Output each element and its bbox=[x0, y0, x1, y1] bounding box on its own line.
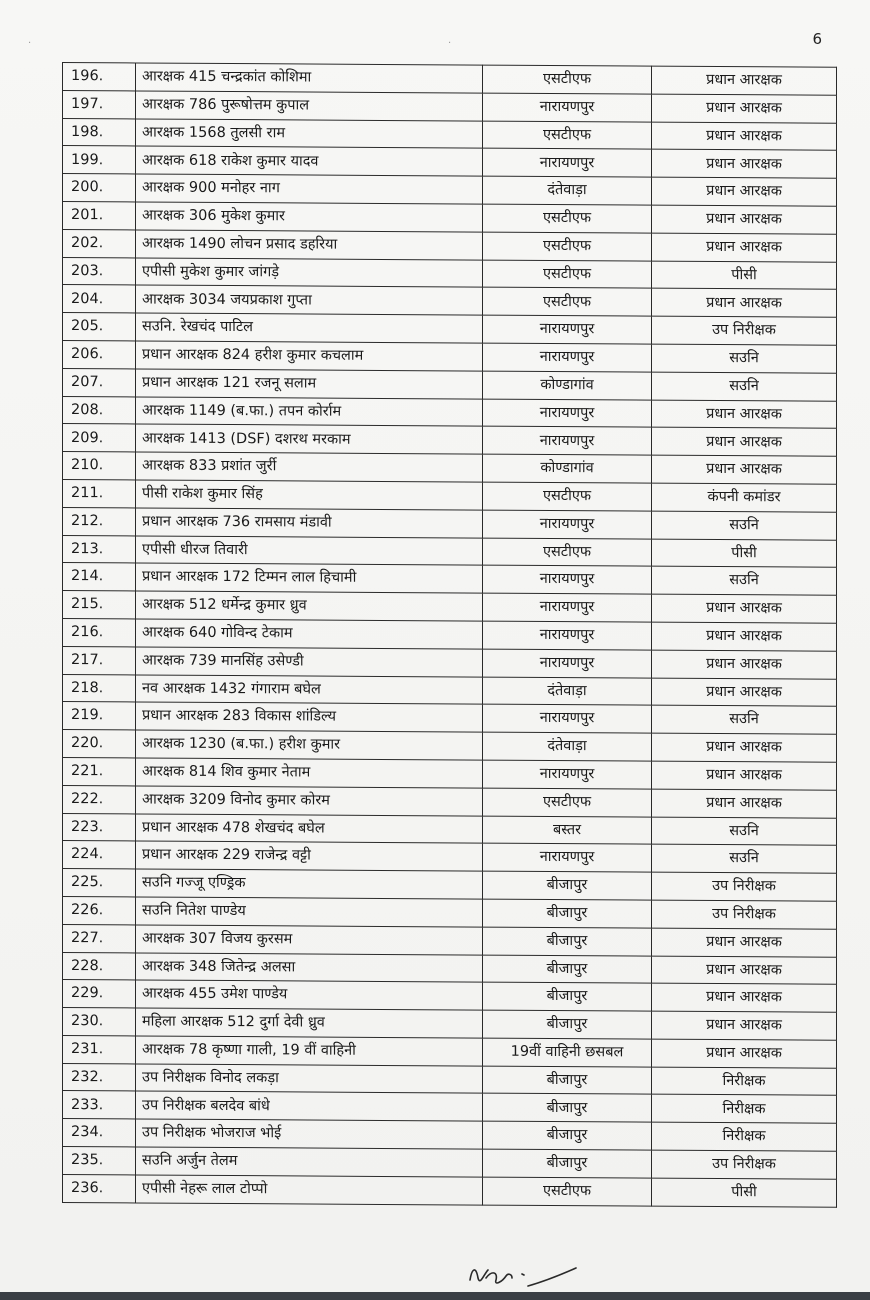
name-cell: आरक्षक 640 गोविन्द टेकाम bbox=[136, 619, 483, 649]
name-cell: आरक्षक 739 मानसिंह उसेण्डी bbox=[136, 647, 483, 677]
unit-cell: एसटीएफ bbox=[483, 287, 652, 316]
serial-number-cell: 201. bbox=[63, 201, 136, 229]
unit-cell: बीजापुर bbox=[483, 871, 652, 900]
serial-number-cell: 227. bbox=[63, 924, 136, 952]
unit-cell: बीजापुर bbox=[483, 1066, 652, 1095]
rank-cell: सउनि bbox=[652, 844, 837, 873]
name-cell: सउनि अर्जुन तेलम bbox=[136, 1147, 483, 1177]
unit-cell: बीजापुर bbox=[483, 1010, 652, 1039]
unit-cell: एसटीएफ bbox=[483, 482, 652, 511]
name-cell: आरक्षक 455 उमेश पाण्डेय bbox=[136, 980, 483, 1010]
unit-cell: एसटीएफ bbox=[483, 260, 652, 289]
unit-cell: कोण्डागांव bbox=[483, 371, 652, 400]
unit-cell: नारायणपुर bbox=[483, 510, 652, 539]
name-cell: प्रधान आरक्षक 478 शेखचंद बघेल bbox=[136, 813, 483, 843]
rank-cell: उप निरीक्षक bbox=[652, 316, 837, 345]
serial-number-cell: 218. bbox=[63, 674, 136, 702]
unit-cell: एसटीएफ bbox=[483, 788, 652, 817]
serial-number-cell: 202. bbox=[63, 229, 136, 257]
rank-cell: सउनि bbox=[652, 372, 837, 401]
unit-cell: बीजापुर bbox=[483, 955, 652, 984]
unit-cell: एसटीएफ bbox=[483, 1177, 652, 1206]
serial-number-cell: 216. bbox=[63, 618, 136, 646]
rank-cell: प्रधान आरक्षक bbox=[652, 650, 837, 679]
serial-number-cell: 219. bbox=[63, 702, 136, 730]
name-cell: प्रधान आरक्षक 172 टिम्मन लाल हिचामी bbox=[136, 563, 483, 593]
unit-cell: नारायणपुर bbox=[483, 399, 652, 428]
name-cell: आरक्षक 1413 (DSF) दशरथ मरकाम bbox=[136, 424, 483, 454]
scan-speck: · bbox=[28, 38, 32, 49]
rank-cell: प्रधान आरक्षक bbox=[652, 455, 837, 484]
name-cell: प्रधान आरक्षक 121 रजनू सलाम bbox=[136, 369, 483, 399]
rank-cell: निरीक्षक bbox=[652, 1122, 837, 1151]
unit-cell: नारायणपुर bbox=[483, 343, 652, 372]
unit-cell: नारायणपुर bbox=[483, 593, 652, 622]
name-cell: आरक्षक 512 धर्मेन्द्र कुमार ध्रुव bbox=[136, 591, 483, 621]
name-cell: एपीसी नेहरू लाल टोप्पो bbox=[136, 1175, 483, 1205]
name-cell: आरक्षक 814 शिव कुमार नेताम bbox=[136, 758, 483, 788]
rank-cell: निरीक्षक bbox=[652, 1095, 837, 1124]
name-cell: आरक्षक 1568 तुलसी राम bbox=[136, 119, 483, 149]
name-cell: पीसी राकेश कुमार सिंह bbox=[136, 480, 483, 510]
rank-cell: प्रधान आरक्षक bbox=[652, 233, 837, 262]
serial-number-cell: 230. bbox=[63, 1008, 136, 1036]
name-cell: उप निरीक्षक विनोद लकड़ा bbox=[136, 1064, 483, 1094]
serial-number-cell: 234. bbox=[63, 1119, 136, 1147]
table-row bbox=[63, 1174, 837, 1207]
serial-number-cell: 213. bbox=[63, 535, 136, 563]
name-cell: आरक्षक 78 कृष्णा गाली, 19 वीं वाहिनी bbox=[136, 1036, 483, 1066]
rank-cell: पीसी bbox=[652, 1178, 837, 1207]
rank-cell: पीसी bbox=[652, 539, 837, 568]
unit-cell: दंतेवाड़ा bbox=[483, 176, 652, 205]
unit-cell: एसटीएफ bbox=[483, 538, 652, 567]
unit-cell: बीजापुर bbox=[483, 1094, 652, 1123]
serial-number-cell: 231. bbox=[63, 1035, 136, 1063]
name-cell: आरक्षक 3034 जयप्रकाश गुप्ता bbox=[136, 285, 483, 315]
rank-cell: प्रधान आरक्षक bbox=[652, 678, 837, 707]
serial-number-cell: 221. bbox=[63, 757, 136, 785]
unit-cell: एसटीएफ bbox=[483, 232, 652, 261]
serial-number-cell: 222. bbox=[63, 785, 136, 813]
unit-cell: नारायणपुर bbox=[483, 93, 652, 122]
rank-cell: प्रधान आरक्षक bbox=[652, 122, 837, 151]
serial-number-cell: 209. bbox=[63, 424, 136, 452]
serial-number-cell: 236. bbox=[63, 1174, 136, 1202]
rank-cell: प्रधान आरक्षक bbox=[652, 427, 837, 456]
serial-number-cell: 206. bbox=[63, 340, 136, 368]
rank-cell: प्रधान आरक्षक bbox=[652, 983, 837, 1012]
rank-cell: उप निरीक्षक bbox=[652, 872, 837, 901]
name-cell: आरक्षक 833 प्रशांत जुर्री bbox=[136, 452, 483, 482]
name-cell: सउनि. रेखचंद पाटिल bbox=[136, 313, 483, 343]
unit-cell: नारायणपुर bbox=[483, 565, 652, 594]
unit-cell: कोण्डागांव bbox=[483, 454, 652, 483]
rank-cell: प्रधान आरक्षक bbox=[652, 94, 837, 123]
personnel-table bbox=[62, 62, 837, 1207]
name-cell: सउनि नितेश पाण्डेय bbox=[136, 897, 483, 927]
unit-cell: बस्तर bbox=[483, 816, 652, 845]
unit-cell: एसटीएफ bbox=[483, 65, 652, 94]
signature bbox=[462, 1256, 582, 1296]
scan-speck: · bbox=[448, 38, 452, 49]
serial-number-cell: 196. bbox=[63, 63, 136, 91]
serial-number-cell: 225. bbox=[63, 869, 136, 897]
unit-cell: बीजापुर bbox=[483, 899, 652, 928]
rank-cell: प्रधान आरक्षक bbox=[652, 733, 837, 762]
rank-cell: प्रधान आरक्षक bbox=[652, 66, 837, 95]
rank-cell: प्रधान आरक्षक bbox=[652, 622, 837, 651]
serial-number-cell: 205. bbox=[63, 313, 136, 341]
serial-number-cell: 207. bbox=[63, 368, 136, 396]
unit-cell: बीजापुर bbox=[483, 927, 652, 956]
rank-cell: प्रधान आरक्षक bbox=[652, 149, 837, 178]
serial-number-cell: 215. bbox=[63, 591, 136, 619]
rank-cell: प्रधान आरक्षक bbox=[652, 761, 837, 790]
unit-cell: नारायणपुर bbox=[483, 760, 652, 789]
scan-bottom-edge bbox=[0, 1292, 870, 1300]
name-cell: आरक्षक 900 मनोहर नाग bbox=[136, 174, 483, 204]
serial-number-cell: 223. bbox=[63, 813, 136, 841]
unit-cell: नारायणपुर bbox=[483, 315, 652, 344]
unit-cell: बीजापुर bbox=[483, 1149, 652, 1178]
name-cell: प्रधान आरक्षक 283 विकास शांडिल्य bbox=[136, 702, 483, 732]
name-cell: आरक्षक 1149 (ब.फा.) तपन कोर्राम bbox=[136, 397, 483, 427]
rank-cell: प्रधान आरक्षक bbox=[652, 1039, 837, 1068]
rank-cell: पीसी bbox=[652, 261, 837, 290]
serial-number-cell: 197. bbox=[63, 90, 136, 118]
serial-number-cell: 224. bbox=[63, 841, 136, 869]
unit-cell: 19वीं वाहिनी छसबल bbox=[483, 1038, 652, 1067]
unit-cell: एसटीएफ bbox=[483, 121, 652, 150]
unit-cell: नारायणपुर bbox=[483, 704, 652, 733]
rank-cell: सउनि bbox=[652, 566, 837, 595]
rank-cell: उप निरीक्षक bbox=[652, 900, 837, 929]
unit-cell: नारायणपुर bbox=[483, 148, 652, 177]
rank-cell: उप निरीक्षक bbox=[652, 1150, 837, 1179]
page-number: 6 bbox=[812, 30, 822, 48]
unit-cell: नारायणपुर bbox=[483, 843, 652, 872]
rank-cell: सउनि bbox=[652, 344, 837, 373]
unit-cell: बीजापुर bbox=[483, 982, 652, 1011]
serial-number-cell: 198. bbox=[63, 118, 136, 146]
rank-cell: निरीक्षक bbox=[652, 1067, 837, 1096]
name-cell: आरक्षक 1490 लोचन प्रसाद डहरिया bbox=[136, 230, 483, 260]
unit-cell: बीजापुर bbox=[483, 1121, 652, 1150]
serial-number-cell: 235. bbox=[63, 1147, 136, 1175]
serial-number-cell: 220. bbox=[63, 730, 136, 758]
name-cell: आरक्षक 3209 विनोद कुमार कोरम bbox=[136, 786, 483, 816]
rank-cell: सउनि bbox=[652, 817, 837, 846]
name-cell: उप निरीक्षक बलदेव बांधे bbox=[136, 1091, 483, 1121]
name-cell: आरक्षक 415 चन्द्रकांत कोशिमा bbox=[136, 63, 483, 93]
rank-cell: प्रधान आरक्षक bbox=[652, 594, 837, 623]
unit-cell: नारायणपुर bbox=[483, 621, 652, 650]
serial-number-cell: 232. bbox=[63, 1063, 136, 1091]
serial-number-cell: 212. bbox=[63, 507, 136, 535]
name-cell: महिला आरक्षक 512 दुर्गा देवी ध्रुव bbox=[136, 1008, 483, 1038]
rank-cell: सउनि bbox=[652, 511, 837, 540]
unit-cell: नारायणपुर bbox=[483, 649, 652, 678]
unit-cell: नारायणपुर bbox=[483, 426, 652, 455]
rank-cell: प्रधान आरक्षक bbox=[652, 400, 837, 429]
rank-cell: प्रधान आरक्षक bbox=[652, 789, 837, 818]
name-cell: उप निरीक्षक भोजराज भोई bbox=[136, 1119, 483, 1149]
rank-cell: प्रधान आरक्षक bbox=[652, 177, 837, 206]
serial-number-cell: 204. bbox=[63, 285, 136, 313]
rank-cell: प्रधान आरक्षक bbox=[652, 956, 837, 985]
rank-cell: कंपनी कमांडर bbox=[652, 483, 837, 512]
rank-cell: प्रधान आरक्षक bbox=[652, 288, 837, 317]
name-cell: आरक्षक 306 मुकेश कुमार bbox=[136, 202, 483, 232]
unit-cell: एसटीएफ bbox=[483, 204, 652, 233]
serial-number-cell: 210. bbox=[63, 452, 136, 480]
name-cell: आरक्षक 1230 (ब.फा.) हरीश कुमार bbox=[136, 730, 483, 760]
name-cell: एपीसी धीरज तिवारी bbox=[136, 535, 483, 565]
name-cell: प्रधान आरक्षक 824 हरीश कुमार कचलाम bbox=[136, 341, 483, 371]
rank-cell: प्रधान आरक्षक bbox=[652, 928, 837, 957]
name-cell: आरक्षक 307 विजय कुरसम bbox=[136, 925, 483, 955]
unit-cell: दंतेवाड़ा bbox=[483, 677, 652, 706]
unit-cell: दंतेवाड़ा bbox=[483, 732, 652, 761]
rank-cell: प्रधान आरक्षक bbox=[652, 1011, 837, 1040]
serial-number-cell: 199. bbox=[63, 146, 136, 174]
name-cell: आरक्षक 786 पुरूषोत्तम कुपाल bbox=[136, 91, 483, 121]
serial-number-cell: 228. bbox=[63, 952, 136, 980]
serial-number-cell: 214. bbox=[63, 563, 136, 591]
serial-number-cell: 203. bbox=[63, 257, 136, 285]
name-cell: प्रधान आरक्षक 736 रामसाय मंडावी bbox=[136, 508, 483, 538]
name-cell: नव आरक्षक 1432 गंगाराम बघेल bbox=[136, 674, 483, 704]
serial-number-cell: 226. bbox=[63, 896, 136, 924]
serial-number-cell: 233. bbox=[63, 1091, 136, 1119]
rank-cell: सउनि bbox=[652, 705, 837, 734]
serial-number-cell: 229. bbox=[63, 980, 136, 1008]
serial-number-cell: 217. bbox=[63, 646, 136, 674]
serial-number-cell: 211. bbox=[63, 479, 136, 507]
name-cell: प्रधान आरक्षक 229 राजेन्द्र वट्टी bbox=[136, 841, 483, 871]
name-cell: सउनि गज्जू एण्ड्रिक bbox=[136, 869, 483, 899]
name-cell: एपीसी मुकेश कुमार जांगड़े bbox=[136, 258, 483, 288]
name-cell: आरक्षक 348 जितेन्द्र अलसा bbox=[136, 952, 483, 982]
name-cell: आरक्षक 618 राकेश कुमार यादव bbox=[136, 146, 483, 176]
serial-number-cell: 208. bbox=[63, 396, 136, 424]
rank-cell: प्रधान आरक्षक bbox=[652, 205, 837, 234]
serial-number-cell: 200. bbox=[63, 174, 136, 202]
